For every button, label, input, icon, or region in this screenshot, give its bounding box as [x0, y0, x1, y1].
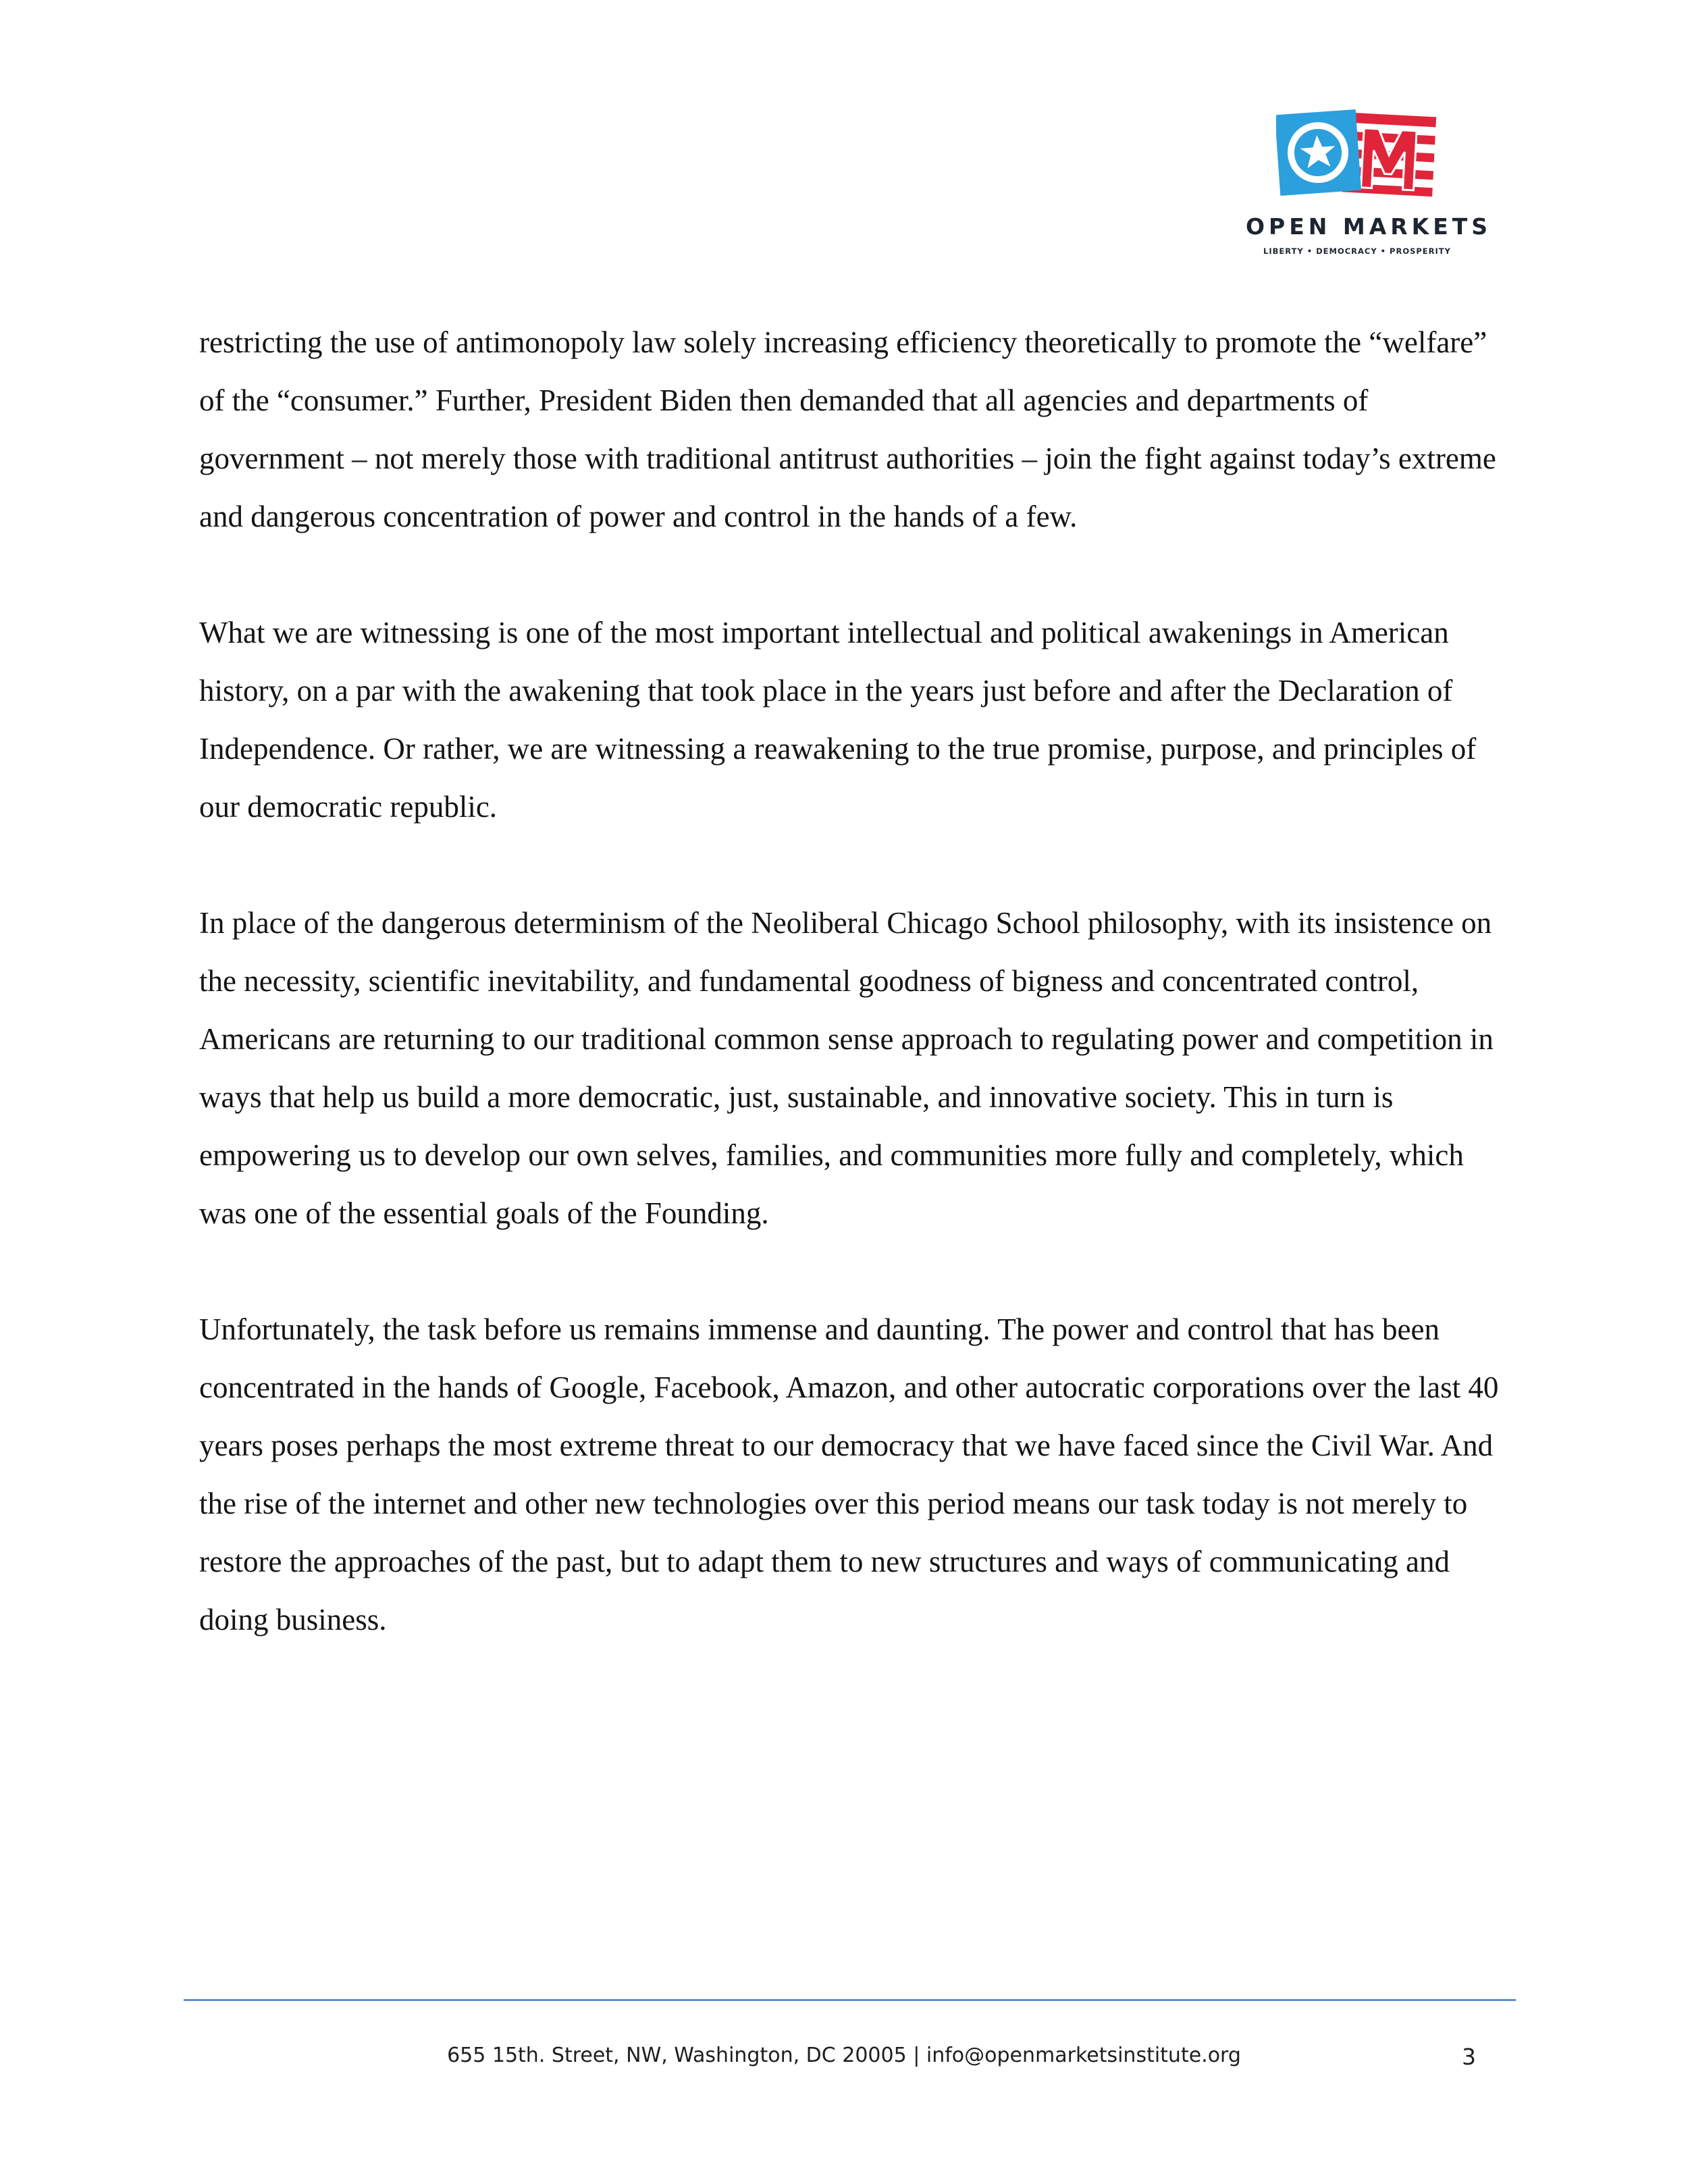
paragraph-2: What we are witnessing is one of the most important intellectual and political awakenings in American history, on a par with the awakening that took place in the years just before and after the Declaration of Independence. Or rather, we are witnessing a reawakening to the true promise, purpose, and principles of our democratic republic.	[199, 616, 1477, 824]
paragraph-1: restricting the use of antimonopoly law solely increasing efficiency theoretically to promote the “welfare” of the “consumer.” Further, President Biden then demanded that all agencies and departments of government – not merely those with traditional antitrust authorities – join the fight against today’s extreme and dangerous concentration of power and control in the hands of a few.	[199, 325, 1496, 533]
logo-tagline: LIBERTY • DEMOCRACY • PROSPERITY	[1263, 246, 1451, 256]
footer-address: 655 15th. Street, NW, Washington, DC 20005 | info@openmarketsinstitute.org	[447, 2044, 1241, 2067]
open-markets-logo-icon	[1276, 107, 1438, 201]
open-markets-logo	[1246, 107, 1492, 262]
paragraph-4: Unfortunately, the task before us remains immense and daunting. The power and control that has been concentrated in the hands of Google, Facebook, Amazon, and other autocratic corporations over the last 40 years poses perhaps the most extreme threat to our democracy that we have faced since the Civil War. And the rise of the internet and other new technologies over this period means our task today is not merely to restore the approaches of the past, but to adapt them to new structures and ways of communicating and doing business.	[199, 1312, 1499, 1636]
page-number: 3	[1462, 2044, 1476, 2070]
footer-divider	[184, 1999, 1516, 2001]
logo-name: OPEN MARKETS	[1246, 213, 1492, 240]
body-text	[199, 313, 1499, 1707]
paragraph-3: In place of the dangerous determinism of the Neoliberal Chicago School philosophy, with its insistence on the necessity, scientific inevitability, and fundamental goodness of bigness and concentrated control, Americans are returning to our traditional common sense approach to regulating power and competition in ways that help us build a more democratic, just, sustainable, and innovative society. This in turn is empowering us to develop our own selves, families, and communities more fully and completely, which was one of the essential goals of the Founding.	[199, 906, 1494, 1230]
